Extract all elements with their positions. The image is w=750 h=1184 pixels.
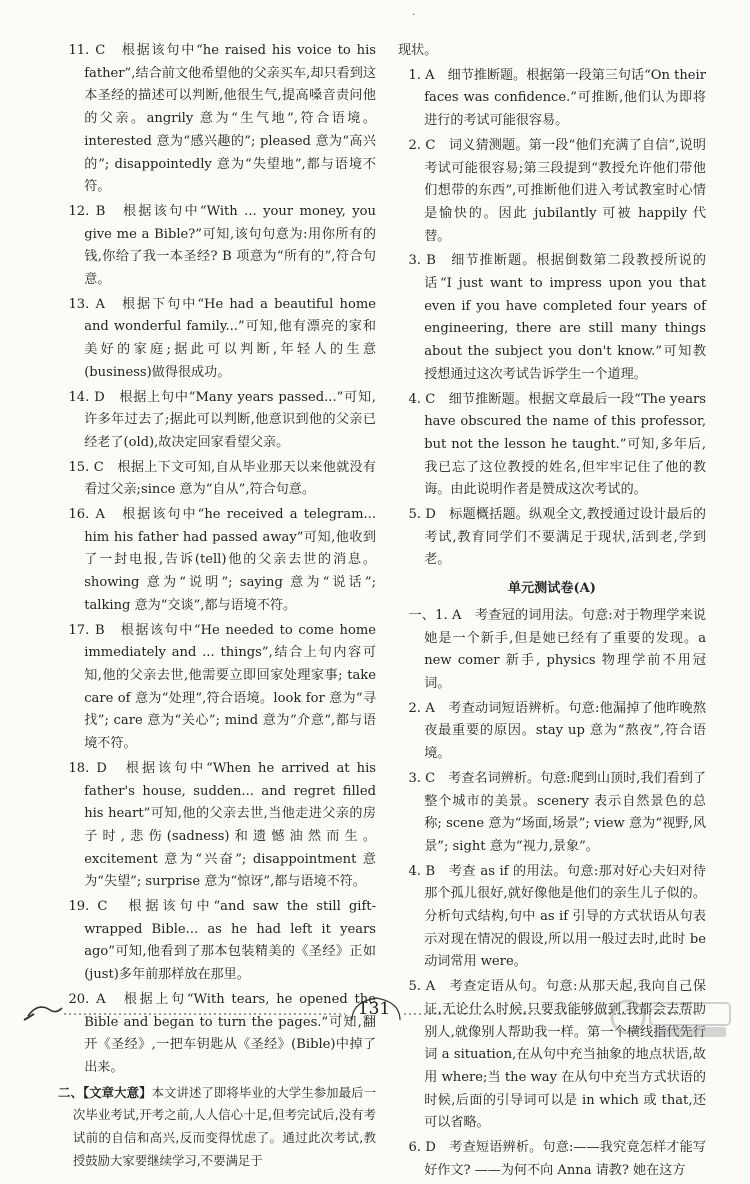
answer-entry: 2. C 词义猜测题。第一段“他们充满了自信”,说明考试可能很容易;第三段提到“教授允许他们带他们想带的东西”,可推断他们进入考试教室时心情是愉快的。因此 jubilantly 可被 happily 代替。 xyxy=(408,137,706,244)
answer-entry: 5. A 考查定语从句。句意:从那天起,我向自己保证,无论什么时候,只要我能够做到,我都会去帮助别人,就像别人帮助我一样。第一个横线指代先行词 a situation,在从句中充当抽象的地点状语,故用 where;当 the way 在从句中充当方式状语的时候,后面的引导词可以是 in which 或 that,还可以省略。 xyxy=(408,979,706,1131)
answer-entry: 4. B 考查 as if 的用法。句意:那对好心夫妇对待那个孤儿很好,就好像他是他们的亲生儿子似的。分析句式结构,句中 as if 引导的方式状语从句表示对现在情况的假设,所以用一般过去时,此时 be 动词常用 were。 xyxy=(408,863,706,970)
summary-text: 本文讲述了即将毕业的大学生参加最后一次毕业考试,开考之前,人人信心十足,但考完试后,没有考试前的自信和高兴,反而变得忧虑了。通过此次考试,教授鼓励大家要继续学习,不要满足于 xyxy=(72,1084,376,1168)
page-speck: · xyxy=(412,10,416,21)
watermark-logo-icon xyxy=(606,995,736,1041)
answer-entry: 一、1. A 考查冠的词用法。句意:对于物理学来说她是一个新手,但是她已经有了重要的发现。a new comer 新手, physics 物理学前不用冠词。 xyxy=(408,607,706,691)
page-number: 131 xyxy=(357,999,391,1019)
summary-label: 二、【文章大意】 xyxy=(58,1084,152,1100)
answer-entry: 15. C 根据上下文可知,自从毕业那天以来他就没有看过父亲;since 意为“自从”,符合句意。 xyxy=(68,459,376,498)
answer-entry: 17. B 根据该句中“He needed to come home immediately and ... things”,结合上句内容可知,他的父亲去世,他需要立即回家处理家事; take care of 意为“处理”,符合语境。look for 意为“寻找”; care 意为“关心”; mind 意为“介意”,都与语境不符。 xyxy=(68,622,376,752)
answer-entry: 11. C 根据该句中“he raised his voice to his father”,结合前文他希望他的父亲买车,却只看到这本圣经的描述可以判断,他很生气,提高嗓音责问他的父亲。angrily 意为“生气地”,符合语境。interested 意为“感兴趣的”; pleased 意为“高兴的”; disappointedly 意为“失望地”,都与语境不符。 xyxy=(68,43,376,195)
answer-entry: 19. C 根据该句中“and saw the still gift-wrapped Bible... as he had left it years ago”可知,他看到了那本包装精美的《圣经》正如(just)多年前那样放在那里。 xyxy=(68,899,376,983)
answer-entry: 14. D 根据上句中“Many years passed...”可知,许多年过去了;据此可以判断,他意识到他的父亲已经老了(old),故决定回家看望父亲。 xyxy=(68,389,376,450)
answer-entry: 3. B 细节推断题。根据倒数第二段教授所说的话“I just want to impress upon you that even if you have completed four years of engineering, there are still many things about the subject you don't know.”可知教授想通过这次考试告诉学生一个道理。 xyxy=(408,253,706,382)
answer-entry: 4. C 细节推断题。根据文章最后一段“The years have obscured the name of this professor, but not the lesson he taught.”可知,多年后,我已忘了这位教授的姓名,但牢牢记住了他的教诲。由此说明作者是赞成这次考试的。 xyxy=(408,391,706,498)
answer-entry: 2. A 考查动词短语辨析。句意:他漏掉了他昨晚熬夜最重要的原因。stay up 意为“熬夜”,符合语境。 xyxy=(408,700,706,762)
answer-entry: 现状。 xyxy=(398,43,438,58)
answer-entry: 1. A 细节推断题。根据第一段第三句话“On their faces was confidence.”可推断,他们认为即将进行的考试可能很容易。 xyxy=(408,67,706,129)
answer-entry: 5. D 标题概括题。纵观全文,教授通过设计最后的考试,教育同学们不要满足于现状,活到老,学到老。 xyxy=(408,507,706,568)
answer-entry: 13. A 根据下句中“He had a beautiful home and wonderful family...”可知,他有漂亮的家和美好的家庭;据此可以判断,年轻人的生意(business)做得很成功。 xyxy=(68,296,376,380)
article-summary xyxy=(58,1082,376,1173)
section-title: 单元测试卷(A) xyxy=(507,581,597,597)
answer-entry: 18. D 根据该句中“When he arrived at his father's house, sudden... and regret filled his heart”可知,他的父亲去世,当他走进父亲的房子时,悲伤(sadness)和遗憾油然而生。excitement 意为“兴奋”; disappointment 意为“失望”; surprise 意为“惊讶”,都与语境不符。 xyxy=(68,760,376,890)
answer-entry: 12. B 根据该句中“With ... your money, you give me a Bible?”可知,该句句意为:用你所有的钱,你给了我一本圣经? B 项意为“所有的”,符合句意。 xyxy=(68,203,376,288)
answer-entry: 16. A 根据该句中“he received a telegram... him his father had passed away”可知,他收到了一封电报,告诉(tell)他的父亲去世的消息。showing 意为“说明”; saying 意为“说话”; talking 意为“交谈”,都与语境不符。 xyxy=(68,507,376,613)
answer-entry: 3. C 考查名词辨析。句意:爬到山顶时,我们看到了整个城市的美景。scenery 表示自然景色的总称; scene 意为“场面,场景”; view 意为“视野,风景”; sight 意为“视力,景象”。 xyxy=(408,770,706,854)
answer-entry: 20. A 根据上句“With tears, he opened the Bible and began to turn the pages.”可知,翻开《圣经》,一把车钥匙从《圣经》(Bible)中掉了出来。 xyxy=(68,991,376,1075)
answer-entry: 6. D 考查短语辨析。句意:——我究竟怎样才能写好作文? ——为何不向 Anna 请教? 她在这方 xyxy=(408,1140,706,1178)
